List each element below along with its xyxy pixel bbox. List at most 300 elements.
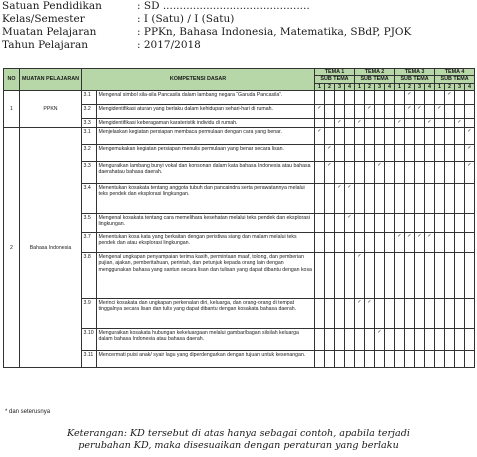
info-value: : PPKn, Bahasa Indonesia, Matematika, SBdP, PJOK (137, 26, 412, 38)
check-cell (405, 145, 415, 162)
subject-name: PPKN (20, 91, 82, 128)
check-cell (375, 119, 385, 128)
check-cell (325, 128, 335, 145)
check-cell (395, 91, 405, 105)
check-cell (425, 351, 435, 368)
check-cell (325, 329, 335, 351)
check-cell (405, 184, 415, 214)
check-cell (385, 351, 395, 368)
kd-number: 3.11 (82, 351, 97, 368)
group-number: 2 (4, 128, 20, 368)
check-cell (405, 214, 415, 233)
check-cell (345, 299, 355, 329)
check-icon: ✓ (467, 145, 472, 152)
header-sub-tema: SUB TEMA (435, 76, 475, 83)
check-cell (315, 184, 325, 214)
check-cell (455, 184, 465, 214)
check-cell (435, 233, 445, 253)
check-cell (405, 253, 415, 299)
kd-description: Mengidentifikasi keberagaman karateristik individu di rumah. (97, 119, 315, 128)
check-cell (435, 329, 445, 351)
kd-number: 3.5 (82, 214, 97, 233)
check-cell (365, 184, 375, 214)
check-cell (325, 162, 335, 184)
check-cell (355, 329, 365, 351)
kd-description: Mencermati puisi anak/ syair lagu yang diperdengarkan dengan tujuan untuk kesenangan. (97, 351, 315, 368)
info-label: Tahun Pelajaran (2, 39, 89, 51)
check-cell (385, 105, 395, 119)
check-icon: ✓ (327, 145, 332, 152)
table-row (4, 128, 475, 145)
check-cell (455, 351, 465, 368)
check-cell (415, 105, 425, 119)
header-sub-number: 4 (425, 83, 435, 90)
header-sub-tema: SUB TEMA (315, 76, 355, 83)
check-cell (325, 145, 335, 162)
check-icon: ✓ (397, 233, 402, 240)
kd-description: Menguraikan kosakata hubungan kekeluargaan melalui gambar/bagan silsilah keluarga dalam bahasa Indonesia atau bahasa daerah. (97, 329, 315, 351)
check-cell (425, 253, 435, 299)
check-cell (335, 329, 345, 351)
check-cell (465, 329, 475, 351)
info-label: Satuan Pendidikan (2, 0, 102, 12)
check-cell (395, 233, 405, 253)
kd-number: 3.2 (82, 105, 97, 119)
check-cell (395, 105, 405, 119)
check-cell (405, 162, 415, 184)
check-cell (435, 214, 445, 233)
check-cell (415, 119, 425, 128)
check-cell (375, 91, 385, 105)
check-cell (455, 145, 465, 162)
kd-number: 3.2 (82, 145, 97, 162)
check-cell (445, 351, 455, 368)
check-cell (345, 105, 355, 119)
kd-number: 3.10 (82, 329, 97, 351)
check-cell (315, 351, 325, 368)
check-cell (425, 91, 435, 105)
info-label: Muatan Pelajaran (2, 26, 97, 38)
header-sub-number: 3 (335, 83, 345, 90)
check-cell (435, 299, 445, 329)
check-cell (325, 184, 335, 214)
check-cell (365, 105, 375, 119)
check-icon: ✓ (347, 214, 352, 221)
check-cell (325, 91, 335, 105)
kd-description: Mengenal kosakata tentang cara memelihara kesehatan melalui teks pendek dan eksplorasi lingkungan. (97, 214, 315, 233)
check-cell (335, 162, 345, 184)
check-icon: ✓ (447, 91, 452, 98)
check-cell (405, 91, 415, 105)
check-cell (405, 119, 415, 128)
check-cell (445, 105, 455, 119)
header-tema: TEMA 2 (355, 69, 395, 76)
check-cell (315, 128, 325, 145)
check-cell (455, 329, 465, 351)
kd-description: Menentukan kosakata tentang anggota tubuh dan pancaindra serta perawatannya melalui teks pendek dan eksplorasi lingkungan. (97, 184, 315, 214)
check-cell (375, 128, 385, 145)
check-cell (415, 162, 425, 184)
check-cell (345, 145, 355, 162)
check-cell (345, 214, 355, 233)
header-sub-number: 1 (315, 83, 325, 90)
check-cell (385, 329, 395, 351)
check-cell (465, 105, 475, 119)
check-cell (415, 145, 425, 162)
check-cell (435, 105, 445, 119)
kd-number: 3.7 (82, 233, 97, 253)
group-number: 1 (4, 91, 20, 128)
check-cell (325, 351, 335, 368)
check-icon: ✓ (347, 184, 352, 191)
subject-name: Bahasa Indonesia (20, 128, 82, 368)
check-cell (315, 299, 325, 329)
kompetensi-dasar-table (3, 68, 475, 368)
check-icon: ✓ (357, 253, 362, 260)
check-cell (445, 128, 455, 145)
check-icon: ✓ (377, 162, 382, 169)
check-cell (335, 119, 345, 128)
check-cell (385, 233, 395, 253)
check-icon: ✓ (407, 91, 412, 98)
check-cell (415, 329, 425, 351)
check-cell (445, 162, 455, 184)
check-cell (335, 299, 345, 329)
check-cell (395, 299, 405, 329)
check-cell (355, 184, 365, 214)
check-cell (455, 162, 465, 184)
identity-block (2, 0, 411, 52)
check-icon: ✓ (437, 105, 442, 112)
check-cell (375, 253, 385, 299)
check-cell (445, 253, 455, 299)
check-icon: ✓ (317, 128, 322, 135)
check-cell (355, 145, 365, 162)
check-cell (365, 119, 375, 128)
check-cell (335, 253, 345, 299)
check-cell (315, 233, 325, 253)
check-icon: ✓ (467, 162, 472, 169)
check-icon: ✓ (427, 119, 432, 126)
check-cell (315, 162, 325, 184)
kd-description: Menguraikan lambang bunyi vokal dan konsonan dalam kata bahasa Indonesia atau bahasa daerahatau bahasa daerah. (97, 162, 315, 184)
check-cell (345, 162, 355, 184)
header-sub-number: 4 (345, 83, 355, 90)
check-icon: ✓ (357, 119, 362, 126)
check-cell (345, 329, 355, 351)
check-icon: ✓ (377, 329, 382, 336)
check-cell (365, 351, 375, 368)
kd-number: 3.4 (82, 184, 97, 214)
check-cell (315, 105, 325, 119)
check-cell (325, 214, 335, 233)
check-cell (375, 299, 385, 329)
check-cell (385, 119, 395, 128)
check-cell (425, 162, 435, 184)
check-cell (405, 351, 415, 368)
header-kompetensi: KOMPETENSI DASAR (82, 69, 315, 91)
header-sub-tema: SUB TEMA (355, 76, 395, 83)
info-row (2, 26, 411, 39)
header-no: NO (4, 69, 20, 91)
check-cell (395, 351, 405, 368)
check-cell (395, 329, 405, 351)
check-cell (375, 145, 385, 162)
check-cell (365, 233, 375, 253)
check-cell (455, 233, 465, 253)
check-icon: ✓ (337, 119, 342, 126)
check-cell (375, 329, 385, 351)
check-cell (335, 233, 345, 253)
check-cell (345, 128, 355, 145)
header-sub-number: 2 (445, 83, 455, 90)
header-sub-number: 3 (375, 83, 385, 90)
check-cell (345, 351, 355, 368)
header-sub-number: 1 (395, 83, 405, 90)
check-icon: ✓ (417, 233, 422, 240)
kd-description: Menentukan kosa kata yang berkaitan dengan peristiwa siang dan malam melalui teks pendek dan atau eksplorasi lingkungan. (97, 233, 315, 253)
kd-description: Mengenal simbol sila-sila Pancasila dalam lambang negara “Garuda Pancasila”. (97, 91, 315, 105)
info-label: Kelas/Semester (2, 13, 85, 25)
check-cell (335, 214, 345, 233)
check-cell (335, 351, 345, 368)
check-cell (385, 162, 395, 184)
check-icon: ✓ (457, 119, 462, 126)
check-cell (325, 119, 335, 128)
check-cell (355, 162, 365, 184)
check-cell (405, 128, 415, 145)
kd-description: Mengidentifikasi aturan yang berlaku dalam kehidupan sehari-hari di rumah. (97, 105, 315, 119)
check-cell (465, 184, 475, 214)
keterangan-line: Keterangan: KD tersebut di atas hanya sebagai contoh, apabila terjadi (67, 428, 410, 439)
check-cell (375, 233, 385, 253)
info-row (2, 13, 411, 26)
info-value: : I (Satu) / I (Satu) (137, 13, 235, 25)
check-cell (385, 253, 395, 299)
check-cell (455, 214, 465, 233)
check-cell (435, 253, 445, 299)
kd-number: 3.3 (82, 119, 97, 128)
check-cell (375, 184, 385, 214)
check-cell (365, 329, 375, 351)
check-cell (315, 145, 325, 162)
check-cell (435, 162, 445, 184)
check-cell (415, 351, 425, 368)
check-cell (445, 214, 455, 233)
check-cell (425, 329, 435, 351)
check-cell (385, 128, 395, 145)
check-cell (355, 253, 365, 299)
check-cell (405, 105, 415, 119)
check-cell (355, 214, 365, 233)
check-cell (365, 299, 375, 329)
check-cell (365, 128, 375, 145)
check-cell (335, 128, 345, 145)
header-sub-number: 4 (385, 83, 395, 90)
info-row (2, 39, 411, 52)
header-sub-number: 3 (415, 83, 425, 90)
table-header (4, 69, 475, 91)
check-icon: ✓ (467, 128, 472, 135)
check-cell (375, 214, 385, 233)
check-cell (325, 253, 335, 299)
kd-number: 3.9 (82, 299, 97, 329)
check-icon: ✓ (367, 105, 372, 112)
header-tema: TEMA 1 (315, 69, 355, 76)
check-cell (385, 299, 395, 329)
check-cell (465, 214, 475, 233)
check-cell (465, 128, 475, 145)
check-cell (365, 145, 375, 162)
check-cell (465, 162, 475, 184)
info-value: : SD ............................................ (137, 0, 310, 12)
check-cell (465, 253, 475, 299)
check-cell (405, 233, 415, 253)
check-cell (345, 253, 355, 299)
header-sub-number: 2 (365, 83, 375, 90)
header-sub-number: 3 (455, 83, 465, 90)
info-row (2, 0, 411, 13)
check-cell (425, 145, 435, 162)
check-cell (465, 145, 475, 162)
check-cell (375, 351, 385, 368)
footnote: * dan seterusnya (5, 409, 51, 415)
kd-number: 3.8 (82, 253, 97, 299)
check-cell (425, 233, 435, 253)
header-sub-number: 1 (355, 83, 365, 90)
keterangan-note (0, 428, 477, 452)
check-cell (415, 233, 425, 253)
check-cell (445, 145, 455, 162)
check-cell (455, 128, 465, 145)
table-row (4, 91, 475, 105)
header-sub-number: 2 (325, 83, 335, 90)
check-cell (445, 233, 455, 253)
check-cell (455, 105, 465, 119)
kd-number: 3.1 (82, 128, 97, 145)
check-cell (405, 329, 415, 351)
check-icon: ✓ (317, 105, 322, 112)
check-icon: ✓ (397, 119, 402, 126)
check-cell (335, 184, 345, 214)
check-cell (325, 105, 335, 119)
check-cell (355, 299, 365, 329)
header-muatan: MUATAN PELAJARAN (20, 69, 82, 91)
check-cell (415, 214, 425, 233)
check-icon: ✓ (367, 299, 372, 306)
check-cell (375, 105, 385, 119)
check-cell (395, 145, 405, 162)
check-cell (455, 253, 465, 299)
check-cell (445, 119, 455, 128)
check-cell (425, 214, 435, 233)
kd-description: Menjelaskan kegiatan persiapan membaca permulaan dengan cara yang benar. (97, 128, 315, 145)
check-cell (355, 233, 365, 253)
check-cell (315, 91, 325, 105)
check-cell (315, 214, 325, 233)
check-cell (465, 233, 475, 253)
check-cell (355, 105, 365, 119)
check-cell (385, 184, 395, 214)
check-cell (405, 299, 415, 329)
check-icon: ✓ (357, 299, 362, 306)
check-icon: ✓ (337, 184, 342, 191)
check-cell (435, 351, 445, 368)
check-cell (425, 119, 435, 128)
check-cell (335, 105, 345, 119)
check-cell (445, 299, 455, 329)
check-cell (455, 91, 465, 105)
check-cell (355, 128, 365, 145)
check-cell (435, 119, 445, 128)
check-cell (335, 145, 345, 162)
check-cell (365, 214, 375, 233)
check-cell (345, 233, 355, 253)
check-cell (325, 299, 335, 329)
check-cell (315, 119, 325, 128)
check-cell (315, 329, 325, 351)
check-cell (455, 299, 465, 329)
header-sub-number: 2 (405, 83, 415, 90)
header-tema: TEMA 3 (395, 69, 435, 76)
check-cell (415, 128, 425, 145)
keterangan-line: perubahan KD, maka disesuaikan dengan peraturan yang berlaku (78, 440, 399, 451)
check-cell (385, 91, 395, 105)
check-cell (465, 299, 475, 329)
header-sub-tema: SUB TEMA (395, 76, 435, 83)
check-cell (355, 91, 365, 105)
header-sub-number: 4 (465, 83, 475, 90)
check-cell (425, 128, 435, 145)
kd-number: 3.3 (82, 162, 97, 184)
check-cell (465, 351, 475, 368)
check-cell (435, 145, 445, 162)
check-cell (435, 91, 445, 105)
check-cell (415, 184, 425, 214)
check-cell (375, 162, 385, 184)
check-cell (345, 119, 355, 128)
check-cell (415, 253, 425, 299)
kd-description: Mengemukakan kegiatan persiapan menulis permulaan yang benar secara lisan. (97, 145, 315, 162)
check-icon: ✓ (417, 105, 422, 112)
check-cell (425, 105, 435, 119)
check-cell (395, 128, 405, 145)
check-cell (395, 119, 405, 128)
table-body (4, 91, 475, 368)
check-cell (395, 214, 405, 233)
check-cell (355, 351, 365, 368)
header-sub-number: 1 (435, 83, 445, 90)
check-cell (465, 91, 475, 105)
check-cell (435, 128, 445, 145)
info-value: : 2017/2018 (137, 39, 201, 51)
check-cell (415, 299, 425, 329)
check-cell (365, 253, 375, 299)
check-cell (455, 119, 465, 128)
kd-number: 3.1 (82, 91, 97, 105)
kd-description: Mengenal ungkapan penyampaian terima kasih, permintaan maaf, tolong, dan pemberian pujian, ajakan, pemberitahuan, perintah, dan petunjuk kepada orang lain dengan menggunakan bahasa yang santun secara lisan dan tulisan yang dapat dibantu dengan kosa (97, 253, 315, 299)
check-icon: ✓ (407, 233, 412, 240)
check-cell (395, 184, 405, 214)
check-cell (385, 214, 395, 233)
kd-description: Merinci kosakata dan ungkapan perkenalan diri, keluarga, dan orang-orang di tempat tinggalnya secara lisan dan tulis yang dapat dibantu dengan kosakata bahasa daerah. (97, 299, 315, 329)
check-cell (355, 119, 365, 128)
check-cell (365, 91, 375, 105)
check-icon: ✓ (327, 162, 332, 169)
header-tema: TEMA 4 (435, 69, 475, 76)
check-icon: ✓ (407, 105, 412, 112)
check-cell (425, 299, 435, 329)
